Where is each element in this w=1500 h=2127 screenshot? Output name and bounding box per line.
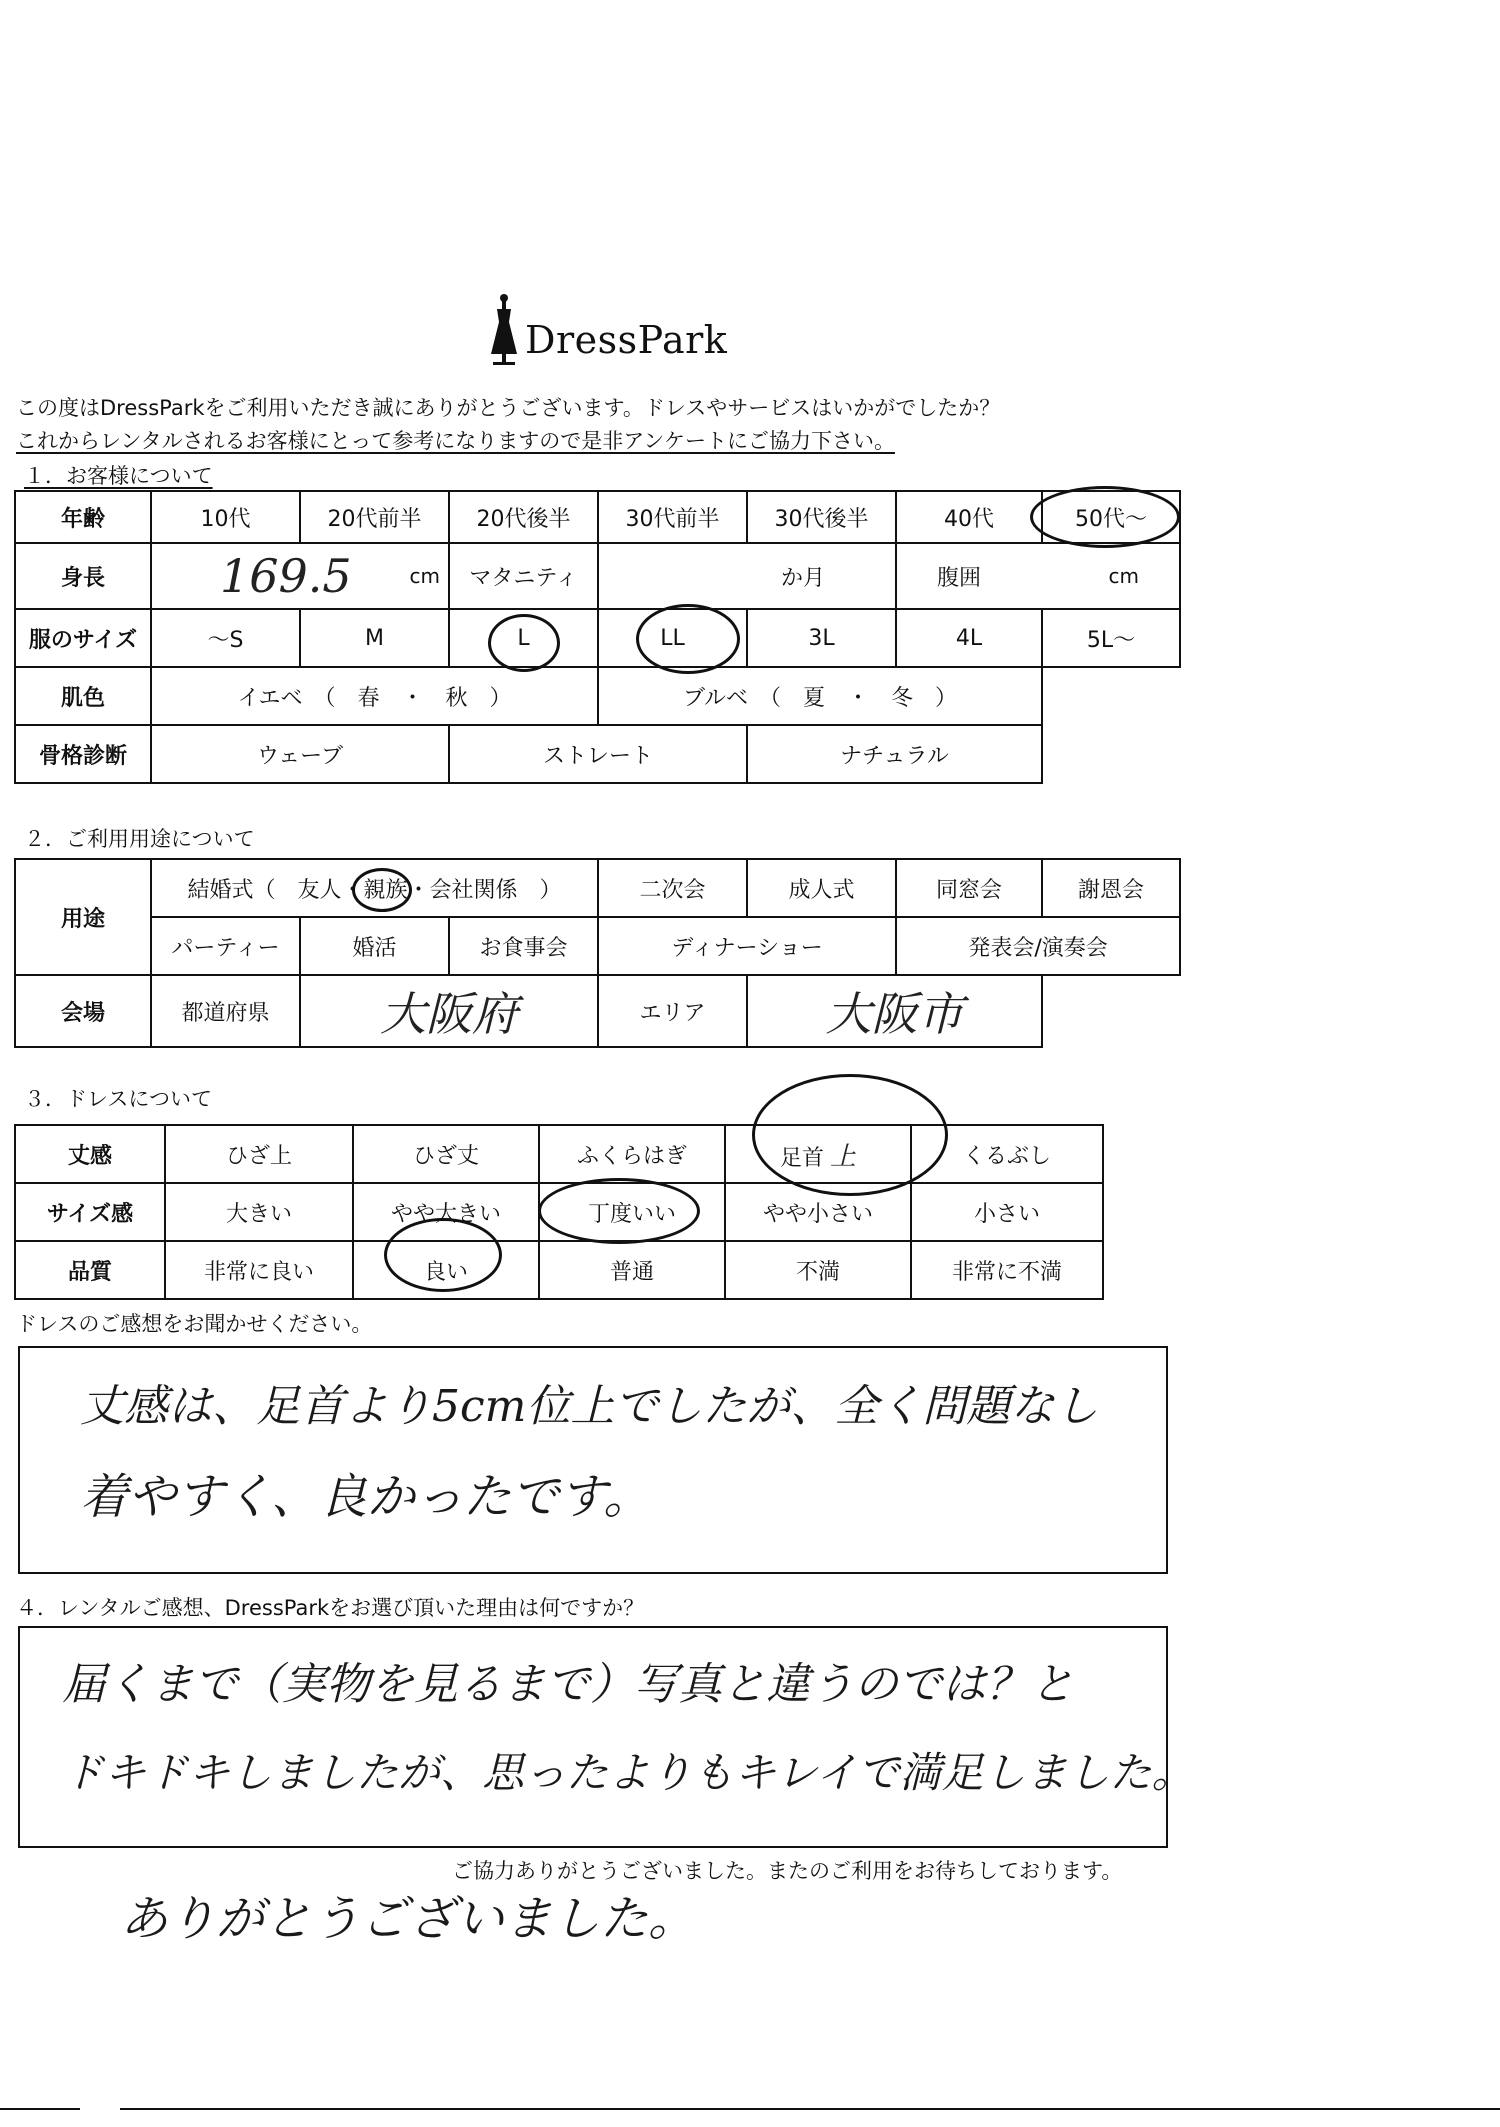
empty-cell <box>1042 725 1180 783</box>
bone-option[interactable]: ストレート <box>449 725 747 783</box>
selection-circle <box>636 604 740 674</box>
fit-option[interactable]: やや大きい <box>353 1183 539 1241</box>
length-option[interactable]: くるぶし <box>911 1125 1103 1183</box>
customer-table <box>14 490 1181 784</box>
size-option[interactable]: 5L～ <box>1042 609 1180 667</box>
fit-option-selected[interactable]: 丁度いい <box>539 1183 725 1241</box>
age-option[interactable]: 30代後半 <box>747 491 896 543</box>
quality-label: 品質 <box>15 1241 165 1299</box>
section-2-title: ２．ご利用用途について <box>24 827 255 851</box>
purpose-label: 用途 <box>15 859 151 975</box>
purpose-option[interactable]: ディナーショー <box>598 917 896 975</box>
quality-option[interactable]: 非常に良い <box>165 1241 353 1299</box>
fit-label: サイズ感 <box>15 1183 165 1241</box>
length-selected-text: 足首 <box>779 1145 824 1171</box>
rental-comment-line: 届くまで（実物を見るまで）写真と違うのでは？と <box>62 1659 1074 1710</box>
age-option[interactable]: 20代前半 <box>300 491 449 543</box>
size-option[interactable]: M <box>300 609 449 667</box>
quality-option-selected[interactable]: 良い <box>353 1241 539 1299</box>
bone-option[interactable]: ウェーブ <box>151 725 449 783</box>
selection-circle <box>538 1178 700 1244</box>
age-option[interactable]: 20代後半 <box>449 491 598 543</box>
length-option[interactable]: ふくらはぎ <box>539 1125 725 1183</box>
maternity-cell <box>598 543 896 609</box>
section-1-title: １．お客様について <box>24 464 213 488</box>
purpose-option[interactable]: お食事会 <box>449 917 598 975</box>
empty-cell <box>1042 667 1180 725</box>
rental-comment-line: ドキドキしましたが、思ったよりもキレイで満足しました。 <box>62 1748 1194 1797</box>
size-option-selected[interactable]: L <box>449 609 598 667</box>
age-option-selected[interactable]: 50代～ <box>1042 491 1180 543</box>
purpose-option[interactable]: 謝恩会 <box>1042 859 1180 917</box>
size-option[interactable]: ～S <box>151 609 300 667</box>
length-option[interactable]: ひざ上 <box>165 1125 353 1183</box>
size-option[interactable]: 4L <box>896 609 1042 667</box>
months-unit: か月 <box>780 565 825 591</box>
fit-option[interactable]: 大きい <box>165 1183 353 1241</box>
purpose-option[interactable]: 発表会/演奏会 <box>896 917 1180 975</box>
bone-label: 骨格診断 <box>15 725 151 783</box>
selection-circle <box>384 1218 502 1292</box>
skin-option-yellow[interactable]: イエベ （ 春 ・ 秋 ） <box>151 667 598 725</box>
waist-unit: cm <box>1108 564 1139 588</box>
maternity-label: マタニティ <box>449 543 598 609</box>
venue-label: 会場 <box>15 975 151 1047</box>
empty-cell <box>1042 975 1180 1047</box>
height-value: 169.5 <box>220 549 352 603</box>
age-option[interactable]: 30代前半 <box>598 491 747 543</box>
purpose-wedding[interactable]: 結婚式（ 友人・親族・会社関係 ） <box>151 859 598 917</box>
divider <box>0 2108 80 2110</box>
quality-option[interactable]: 不満 <box>725 1241 911 1299</box>
brand-name: DressPark <box>525 318 728 362</box>
age-option[interactable]: 40代 <box>896 491 1042 543</box>
length-label: 丈感 <box>15 1125 165 1183</box>
section-3-title: ３．ドレスについて <box>24 1087 212 1111</box>
area-label: エリア <box>598 975 747 1047</box>
selection-circle <box>752 1074 948 1196</box>
thanks-message: ご協力ありがとうございました。またのご利用をお待ちしております。 <box>452 1859 1123 1883</box>
size-option[interactable]: 3L <box>747 609 896 667</box>
purpose-option[interactable]: 二次会 <box>598 859 747 917</box>
selection-circle <box>1030 486 1180 548</box>
handwritten-thanks: ありがとうございました。 <box>120 1891 697 1947</box>
size-label: 服のサイズ <box>15 609 151 667</box>
bone-option[interactable]: ナチュラル <box>747 725 1042 783</box>
purpose-option[interactable]: 婚活 <box>300 917 449 975</box>
skin-label: 肌色 <box>15 667 151 725</box>
area-value: 大阪市 <box>747 975 1042 1047</box>
quality-option[interactable]: 普通 <box>539 1241 725 1299</box>
age-label: 年齢 <box>15 491 151 543</box>
pref-value: 大阪府 <box>300 975 598 1047</box>
length-option[interactable]: ひざ丈 <box>353 1125 539 1183</box>
dress-comment-title: ドレスのご感想をお聞かせください。 <box>16 1312 373 1336</box>
intro-line-2: これからレンタルされるお客様にとって参考になりますので是非アンケートにご協力下さい。 <box>16 429 895 453</box>
waist-label: 腹囲 <box>937 565 982 591</box>
skin-option-blue[interactable]: ブルベ （ 夏 ・ 冬 ） <box>598 667 1042 725</box>
height-unit: cm <box>409 564 440 588</box>
size-option-selected[interactable]: LL <box>598 609 747 667</box>
divider <box>120 2108 1500 2110</box>
purpose-table <box>14 858 1181 1048</box>
dress-comment-line: 丈感は、足首より5cm位上でしたが、全く問題なし <box>80 1381 1099 1432</box>
fit-option[interactable]: 小さい <box>911 1183 1103 1241</box>
waist-cell <box>896 543 1180 609</box>
quality-option[interactable]: 非常に不満 <box>911 1241 1103 1299</box>
selection-circle <box>488 614 560 672</box>
pref-label: 都道府県 <box>151 975 300 1047</box>
intro-line-1: この度はDressParkをご利用いただき誠にありがとうございます。ドレスやサービスはいかがでしたか？ <box>16 396 1001 420</box>
height-label: 身長 <box>15 543 151 609</box>
purpose-option[interactable]: パーティー <box>151 917 300 975</box>
dress-comment-line: 着やすく、良かったです。 <box>80 1469 652 1525</box>
height-cell <box>151 543 449 609</box>
age-option[interactable]: 10代 <box>151 491 300 543</box>
fit-option[interactable]: やや小さい <box>725 1183 911 1241</box>
selection-circle <box>352 868 412 912</box>
purpose-option[interactable]: 同窓会 <box>896 859 1042 917</box>
section-4-title: ４．レンタルご感想、DressParkをお選び頂いた理由は何ですか？ <box>16 1596 645 1620</box>
length-note: 上 <box>830 1141 857 1172</box>
purpose-option[interactable]: 成人式 <box>747 859 896 917</box>
